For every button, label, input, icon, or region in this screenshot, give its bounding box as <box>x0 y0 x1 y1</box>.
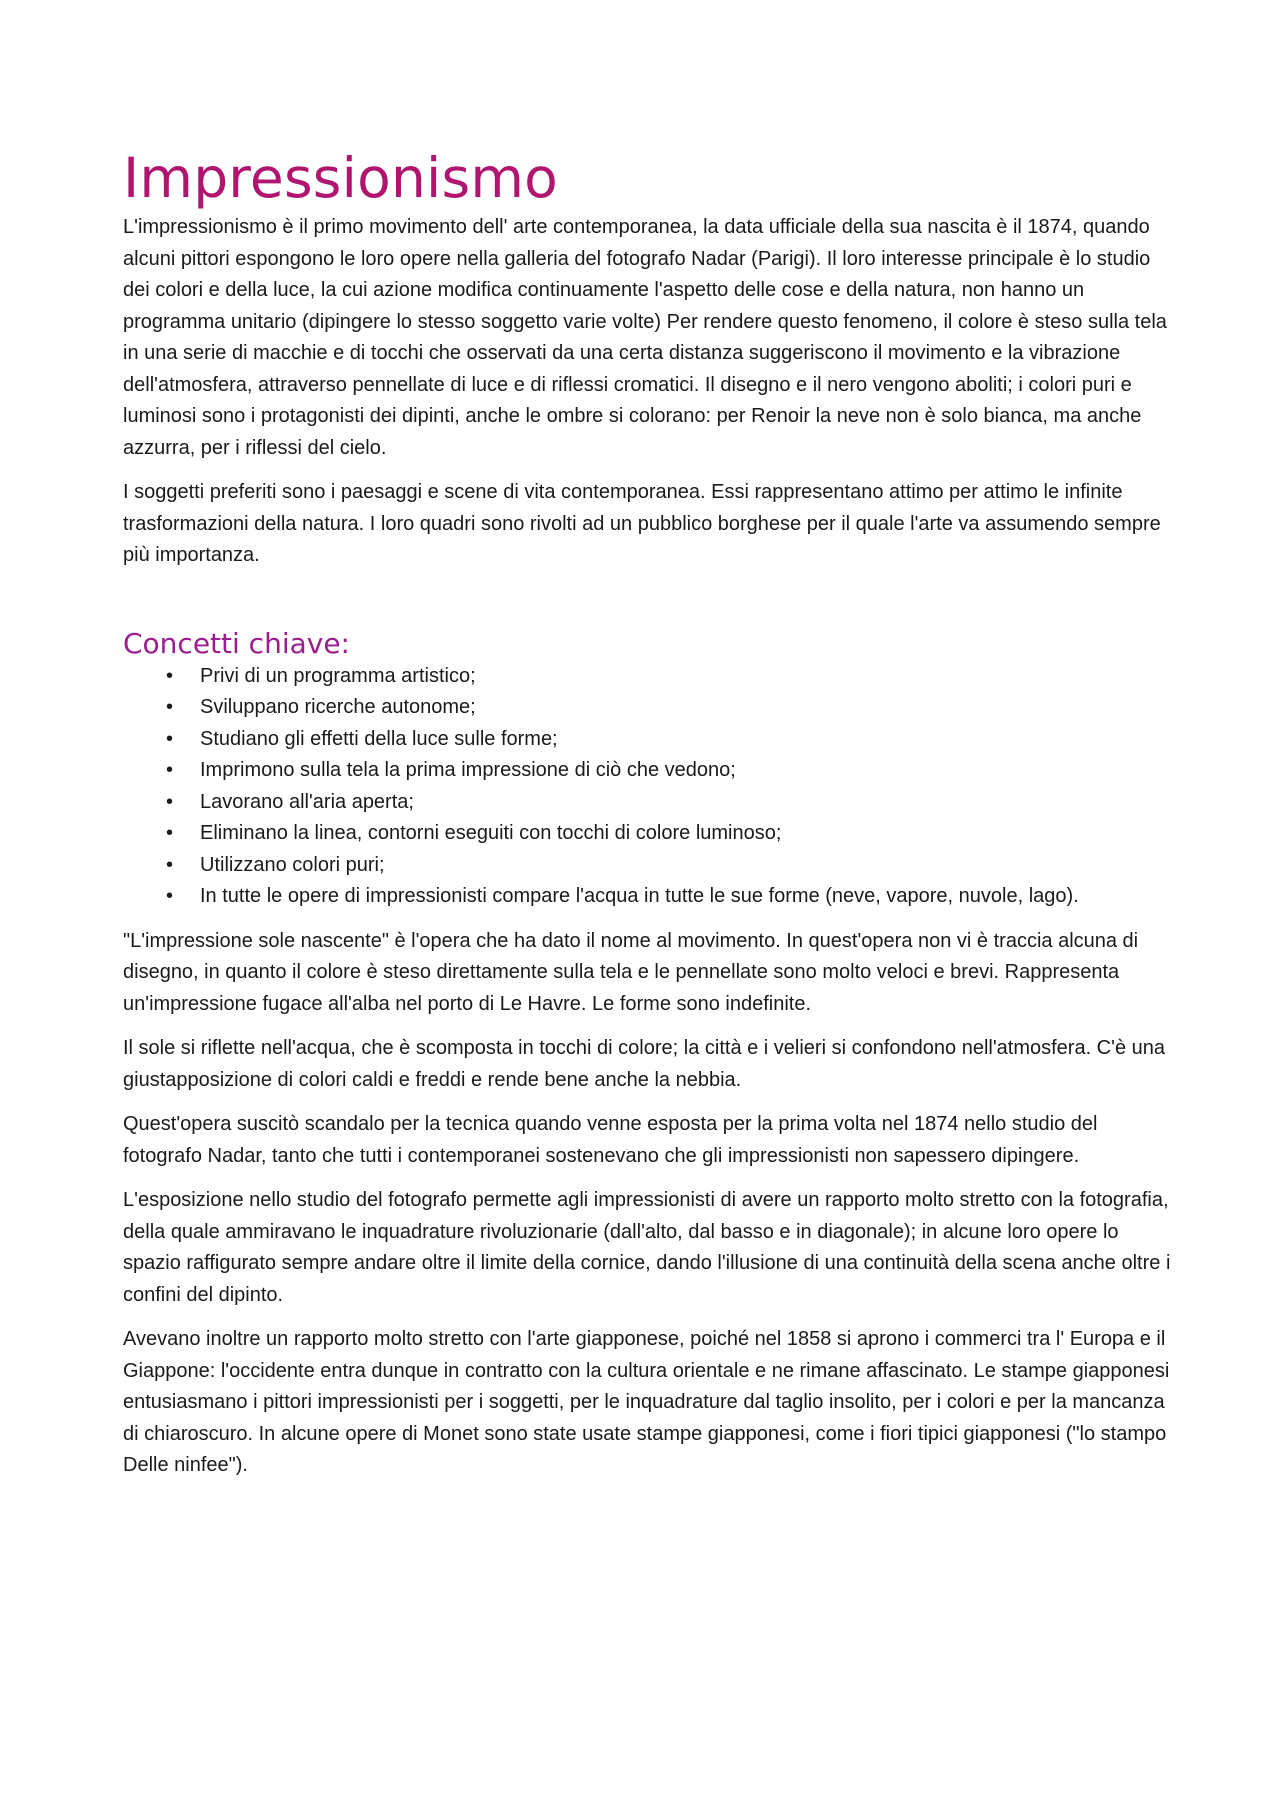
bullet-icon: • <box>166 727 174 750</box>
document-content <box>123 148 1173 1495</box>
list-item-text: Privi di un programma artistico; <box>200 664 476 687</box>
key-concepts-list <box>123 661 1173 913</box>
bullet-icon: • <box>166 853 174 876</box>
intro-paragraph: I soggetti preferiti sono i paesaggi e scene di vita contemporanea. Essi rappresentano attimo per attimo le infinite trasformazioni della natura. I loro quadri sono rivolti ad un pubblico borghese per il quale l'arte va assumendo sempre più importanza. <box>123 481 1161 566</box>
body-paragraph: "L'impressione sole nascente" è l'opera che ha dato il nome al movimento. In quest'opera non vi è traccia alcuna di disegno, in quanto il colore è steso direttamente sulla tela e le pennellate sono molto veloci e brevi. Rappresenta un'impressione fugace all'alba nel porto di Le Havre. Le forme sono indefinite. <box>123 929 1139 1015</box>
bullet-icon: • <box>166 822 174 844</box>
bullet-icon: • <box>166 790 174 813</box>
list-item <box>123 818 1173 850</box>
list-item <box>123 881 1173 913</box>
document-title: Impressionismo <box>123 146 559 210</box>
list-item <box>123 755 1173 787</box>
list-item <box>123 724 1173 756</box>
body-paragraph: L'esposizione nello studio del fotografo permette agli impressionisti di avere un rapporto molto stretto con la fotografia, della quale ammiravano le inquadrature rivoluzionarie (dall'alto, dal basso e in diagonale); in alcune loro opere lo spazio raffigurato sempre andare oltre il limite della cornice, dando l'illusione di una continuità della scena anche oltre i confini del dipinto. <box>123 1189 1171 1306</box>
bullet-icon: • <box>166 664 174 687</box>
list-item <box>123 692 1173 724</box>
key-concepts-heading: Concetti chiave: <box>123 626 350 660</box>
bullet-icon: • <box>166 885 174 907</box>
list-item-text: Lavorano all'aria aperta; <box>200 790 414 813</box>
list-item <box>123 661 1173 693</box>
list-item-text: Imprimono sulla tela la prima impressione di ciò che vedono; <box>200 759 736 781</box>
body-paragraph: Il sole si riflette nell'acqua, che è scomposta in tocchi di colore; la città e i velieri si confondono nell'atmosfera. C'è una giustapposizione di colori caldi e freddi e rende bene anche la nebbia. <box>123 1037 1165 1091</box>
list-item-text: Utilizzano colori puri; <box>200 853 385 876</box>
list-item-text: In tutte le opere di impressionisti compare l'acqua in tutte le sue forme (neve, vapore, nuvole, lago). <box>200 885 1079 907</box>
bullet-icon: • <box>166 759 174 781</box>
list-item-text: Studiano gli effetti della luce sulle forme; <box>200 727 558 750</box>
intro-paragraph: L'impressionismo è il primo movimento dell' arte contemporanea, la data ufficiale della sua nascita è il 1874, quando alcuni pittori espongono le loro opere nella galleria del fotografo Nadar (Parigi). Il loro interesse principale è lo studio dei colori e della luce, la cui azione modifica continuamente l'aspetto delle cose e della natura, non hanno un programma unitario (dipingere lo stesso soggetto varie volte) Per rendere questo fenomeno, il colore è steso sulla tela in una serie di macchie e di tocchi che osservati da una certa distanza suggeriscono il movimento e la vibrazione dell'atmosfera, attraverso pennellate di luce e di riflessi cromatici. Il disegno e il nero vengono aboliti; i colori puri e luminosi sono i protagonisti dei dipinti, anche le ombre si colorano: per Renoir la neve non è solo bianca, ma anche azzurra, per i riflessi del cielo. <box>123 216 1167 459</box>
list-item-text: Eliminano la linea, contorni eseguiti con tocchi di colore luminoso; <box>200 822 782 844</box>
list-item <box>123 787 1173 819</box>
body-paragraph: Avevano inoltre un rapporto molto stretto con l'arte giapponese, poiché nel 1858 si aprono i commerci tra l' Europa e il Giappone: l'occidente entra dunque in contratto con la cultura orientale e ne rimane affascinato. Le stampe giapponesi entusiasmano i pittori impressionisti per i soggetti, per le inquadrature dal taglio insolito, per i colori e per la mancanza di chiaroscuro. In alcune opere di Monet sono state usate stampe giapponesi, come i fiori tipici giapponesi ("lo stampo Delle ninfee"). <box>123 1328 1170 1476</box>
body-paragraph: Quest'opera suscitò scandalo per la tecnica quando venne esposta per la prima volta nel 1874 nello studio del fotografo Nadar, tanto che tutti i contemporanei sostenevano che gli impressionisti non sapessero dipingere. <box>123 1113 1098 1167</box>
list-item <box>123 850 1173 882</box>
list-item-text: Sviluppano ricerche autonome; <box>200 696 476 718</box>
bullet-icon: • <box>166 696 174 718</box>
